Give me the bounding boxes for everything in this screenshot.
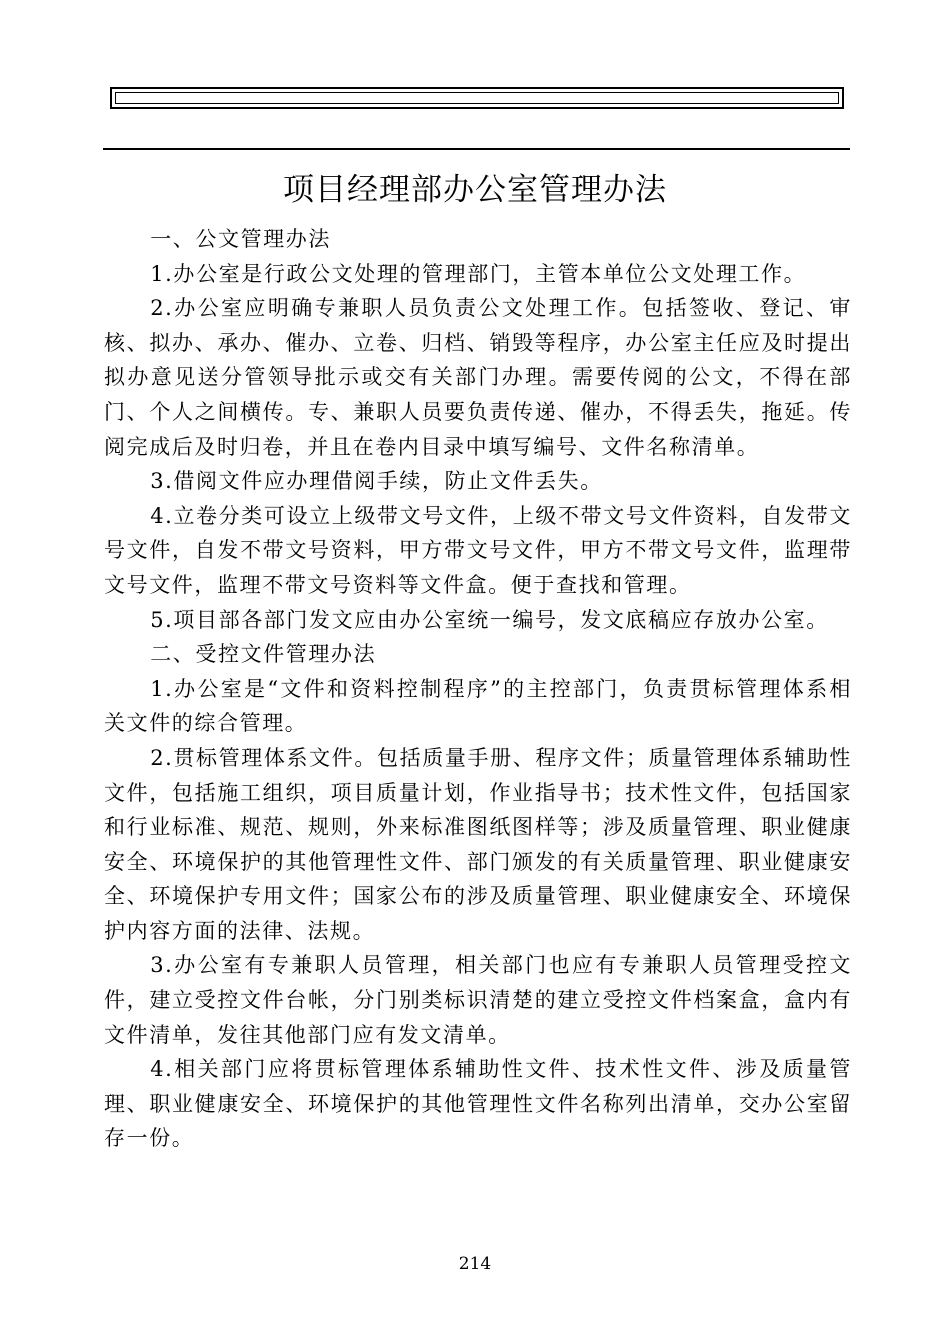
document-title: 项目经理部办公室管理办法 xyxy=(283,172,667,208)
section-2-paragraph-4: 4.相关部门应将贯标管理体系辅助性文件、技术性文件、涉及质量管理、职业健康安全、环境保护的其他管理性文件名称列出清单，交办公室留存一份。 xyxy=(104,1057,852,1151)
section-2-paragraph-3: 3.办公室有专兼职人员管理，相关部门也应有专兼职人员管理受控文件，建立受控文件台帐，分门别类标识清楚的建立受控文件档案盒，盒内有文件清单，发往其他部门应有发文清单。 xyxy=(104,953,852,1047)
section-1-paragraph-4: 4.立卷分类可设立上级带文号文件，上级不带文号文件资料，自发带文号文件，自发不带文号资料，甲方带文号文件，甲方不带文号文件，监理带文号文件，监理不带文号资料等文件盒。便于查找和管理。 xyxy=(104,503,852,597)
header-divider xyxy=(103,148,850,150)
section-1-paragraph-2: 2.办公室应明确专兼职人员负责公文处理工作。包括签收、登记、审核、拟办、承办、催办、立卷、归档、销毁等程序，办公室主任应及时提出拟办意见送分管领导批示或交有关部门办理。需要传阅的公文，不得在部门、个人之间横传。专、兼职人员要负责传递、催办，不得丢失，拖延。传阅完成后及时归卷，并且在卷内目录中填写编号、文件名称清单。 xyxy=(104,296,852,459)
page-number: 214 xyxy=(458,1254,492,1274)
section-1-paragraph-1: 1.办公室是行政公文处理的管理部门，主管本单位公文处理工作。 xyxy=(150,261,807,286)
document-body xyxy=(104,222,852,1156)
header-frame-inner xyxy=(115,92,839,104)
section-2-paragraph-1: 1.办公室是“文件和资料控制程序”的主控部门，负责贯标管理体系相关文件的综合管理。 xyxy=(104,676,852,736)
section-2-paragraph-2: 2.贯标管理体系文件。包括质量手册、程序文件；质量管理体系辅助性文件，包括施工组织，项目质量计划，作业指导书；技术性文件，包括国家和行业标准、规范、规则，外来标准图纸图样等；涉及质量管理、职业健康安全、环境保护的其他管理性文件、部门颁发的有关质量管理、职业健康安全、环境保护专用文件；国家公布的涉及质量管理、职业健康安全、环境保护内容方面的法律、法规。 xyxy=(104,745,852,943)
section-1-paragraph-5: 5.项目部各部门发文应由办公室统一编号，发文底稿应存放办公室。 xyxy=(150,607,829,632)
section-heading-official-documents: 一、公文管理办法 xyxy=(150,227,331,251)
section-heading-controlled-documents: 二、受控文件管理办法 xyxy=(150,642,377,667)
section-1-paragraph-3: 3.借阅文件应办理借阅手续，防止文件丢失。 xyxy=(150,469,603,494)
header-frame-box xyxy=(110,87,844,109)
